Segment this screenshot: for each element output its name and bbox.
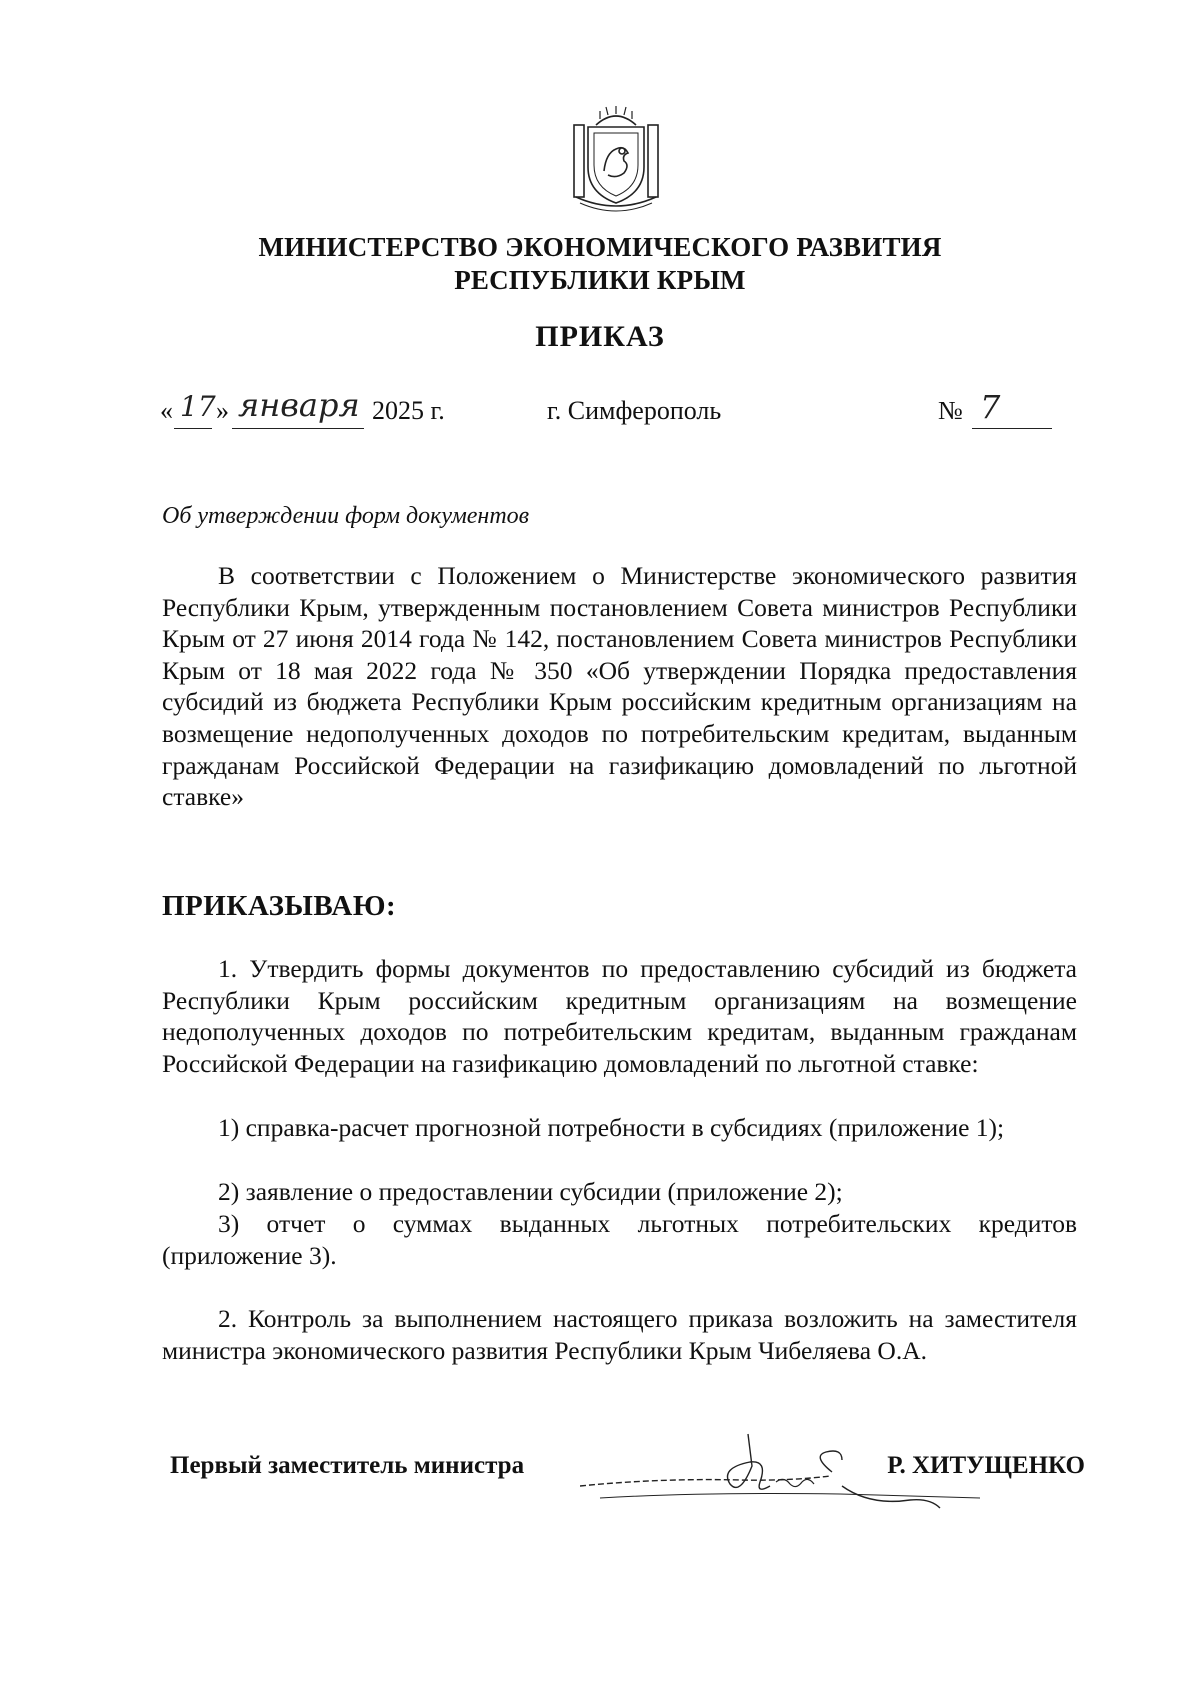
- number-underline: [972, 428, 1052, 429]
- date-month-handwritten: января: [238, 386, 360, 424]
- ministry-name-line1: МИНИСТЕРСТВО ЭКОНОМИЧЕСКОГО РАЗВИТИЯ: [258, 232, 942, 262]
- date-year: 2025 г.: [372, 396, 445, 425]
- order-subitem-1: 1) справка-расчет прогнозной потребности в субсидиях (приложение 1);: [218, 1113, 1005, 1142]
- date-line: [160, 386, 1080, 440]
- preamble-paragraph: В соответствии с Положением о Министерстве экономического развития Республики Крым, утвержденным постановлением Совета министров Республики Крым от 27 июня 2014 года № 142, постановлением Совета министров Республики Крым от 18 мая 2022 года № 350 «Об утверждении Порядка предоставления субсидий из бюджета Республики Крым российским кредитным организациям на возмещение недополученных доходов по потребительским кредитам, выданным гражданам Российской Федерации на газификацию домовладений по льготной ставке»: [162, 561, 1077, 812]
- document-subject: Об утверждении форм документов: [162, 503, 530, 529]
- order-heading: ПРИКАЗЫВАЮ:: [162, 890, 397, 922]
- city-name: г. Симферополь: [547, 396, 722, 425]
- coat-of-arms-emblem: [566, 105, 666, 215]
- ministry-name-line2: РЕСПУБЛИКИ КРЫМ: [454, 265, 746, 295]
- signature-block: [170, 1444, 1085, 1514]
- order-item-1: 1. Утвердить формы документов по предоставлению субсидий из бюджета Республики Крым российским кредитным организациям на возмещение недополученных доходов по потребительским кредитам, выданным гражданам Российской Федерации на газификацию домовладений по льготной ставке:: [162, 954, 1077, 1078]
- document-number-handwritten: 7: [980, 388, 1001, 426]
- signer-name: Р. ХИТУЩЕНКО: [887, 1452, 1085, 1479]
- order-item-2: 2. Контроль за выполнением настоящего приказа возложить на заместителя министра экономического развития Республики Крым Чибеляева О.А.: [162, 1304, 1077, 1365]
- date-day-underline: [174, 428, 212, 429]
- document-type-title: ПРИКАЗ: [535, 320, 665, 353]
- date-month-underline: [232, 428, 364, 429]
- order-subitem-2: 2) заявление о предоставлении субсидии (приложение 2);: [218, 1177, 843, 1206]
- date-quote-open: «: [160, 396, 173, 425]
- date-day-handwritten: 17: [180, 390, 216, 423]
- signer-title: Первый заместитель министра: [170, 1452, 525, 1479]
- number-prefix: №: [938, 396, 963, 425]
- order-subitem-3: 3) отчет о суммах выданных льготных потребительских кредитов (приложение 3).: [162, 1209, 1077, 1270]
- date-quote-close: »: [216, 396, 229, 425]
